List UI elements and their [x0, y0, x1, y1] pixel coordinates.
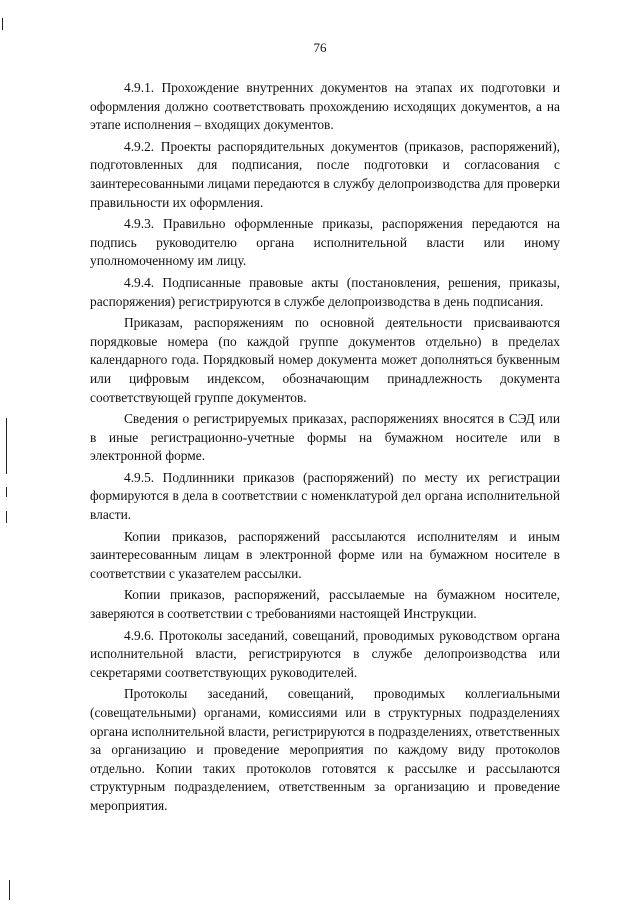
paragraph-collegial-protocols: Протоколы заседаний, совещаний, проводимых коллегиальными (совещательными) органами, комиссиями или в структурных подразделениях органа исполнительной власти, регистрируются в подразделениях, ответственных за организацию и проведение мероприятия по каждому виду протоколов отдельно. Копии таких протоколов готовятся к рассылке и рассылаются структурным подразделением, ответственным за организацию и проведение мероприятия. — [90, 686, 560, 813]
page-number: 76 — [313, 40, 327, 55]
scan-margin-mark — [9, 880, 10, 900]
scan-margin-mark — [6, 511, 7, 523]
paragraph-4-9-2: 4.9.2. Проекты распорядительных документов (приказов, распоряжений), подготовленных для подписания, после подготовки и согласования с заинтересованными лицами передаются в службу делопроизводства для проверки правильности их оформления. — [90, 138, 560, 210]
document-body — [90, 79, 560, 819]
scan-margin-mark — [6, 487, 7, 497]
paragraph-4-9-6: 4.9.6. Протоколы заседаний, совещаний, проводимых руководством органа исполнительной власти, регистрируются в службе делопроизводства или секретарями соответствующих руководителей. — [90, 627, 560, 680]
scan-margin-mark — [2, 18, 3, 30]
paragraph-numbering: Приказам, распоряжениям по основной деятельности присваиваются порядковые номера (по каждой группе документов отдельно) в пределах календарного года. Порядковый номер документа может дополняться буквенным или цифровым индексом, обозначающим принадлежность документа соответствующей группе документов. — [90, 315, 560, 405]
paragraph-4-9-1: 4.9.1. Прохождение внутренних документов на этапах их подготовки и оформления должно соответствовать прохождению исходящих документов, а на этапе исполнения – входящих документов. — [90, 80, 560, 133]
paragraph-copies-distribution: Копии приказов, распоряжений рассылаются исполнителям и иным заинтересованным лицам в электронной форме или на бумажном носителе в соответствии с указателем рассылки. — [90, 528, 560, 581]
paragraph-copies-certification: Копии приказов, распоряжений, рассылаемые на бумажном носителе, заверяются в соответствии с требованиями настоящей Инструкции. — [90, 587, 560, 622]
paragraph-4-9-3: 4.9.3. Правильно оформленные приказы, распоряжения передаются на подпись руководителю органа исполнительной власти или иному уполномоченному им лицу. — [90, 216, 560, 269]
scan-margin-mark — [6, 418, 7, 474]
paragraph-4-9-4: 4.9.4. Подписанные правовые акты (постановления, решения, приказы, распоряжения) регистрируются в службе делопроизводства в день подписания. — [90, 274, 560, 309]
paragraph-registration-info: Сведения о регистрируемых приказах, распоряжениях вносятся в СЭД или в иные регистрационно-учетные формы на бумажном носителе или в электронной форме. — [90, 411, 560, 464]
paragraph-4-9-5: 4.9.5. Подлинники приказов (распоряжений) по месту их регистрации формируются в дела в соответствии с номенклатурой дел органа исполнительной власти. — [90, 469, 560, 523]
